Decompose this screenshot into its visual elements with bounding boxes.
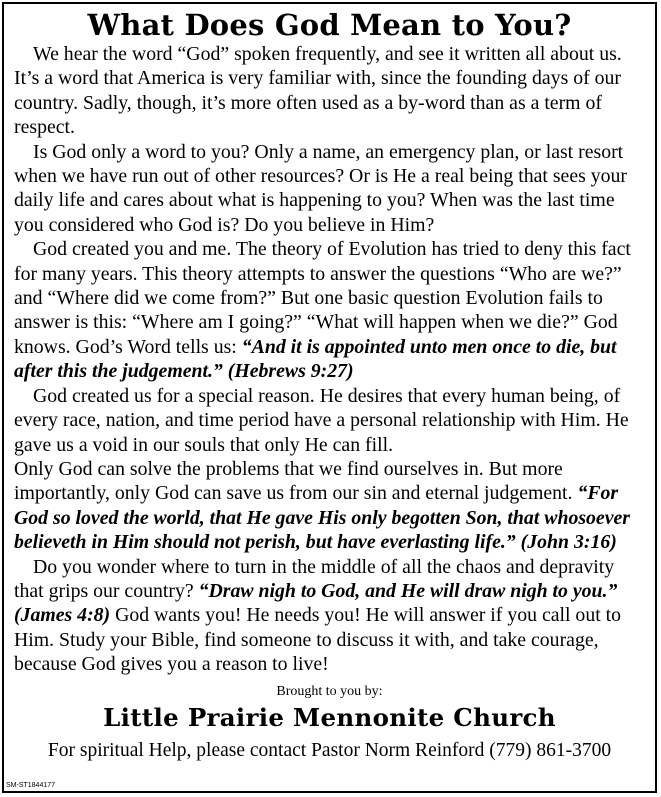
scripture-quote-john: “For God so loved the world, that He gave His only begotten Son, that whosoever believeth in Him should not perish, but have everlasting life.” — [14, 482, 630, 554]
scripture-quote-james: “Draw nigh to God, and He will draw nigh to you.” — [198, 579, 618, 602]
ad-id: SM-ST1844177 — [6, 782, 56, 789]
contact-line: For spiritual Help, please contact Pastor Norm Reinford (779) 861-3700 — [47, 739, 612, 761]
page-title: What Does God Mean to You? — [87, 8, 572, 42]
paragraph-2: Is God only a word to you? Only a name, an emergency plan, or last resort when we have run out of other resources? Or is He a real being that sees your daily life and cares about what is happening to you? When was the last time you considered who God is? Do you believe in Him? — [14, 140, 627, 236]
paragraph-1: We hear the word “God” spoken frequently, and see it written all about us. It’s a word that America is very familiar with, since the founding days of our country. Sadly, though, it’s more often used as a by-word than as a term of respect. — [14, 43, 622, 139]
paragraph-6 — [14, 555, 647, 677]
sponsor-intro: Brought to you by: — [276, 683, 383, 699]
paragraph-4: God created us for a special reason. He desires that every human being, of every race, nation, and time period have a personal relationship with Him. He gave us a void in our souls that only He can fill. — [14, 384, 629, 456]
paragraph-3-text: God created you and me. The theory of Evolution has tried to deny this fact for many years. This theory attempts to answer the questions “Who are we?” and “Where did we come from?” But one basic question Evolution fails to answer is this: “Where am I going?” “What will happen when we die?” God knows. God’s Word tells us: — [14, 238, 631, 358]
scripture-citation-john: (John 3:16) — [515, 531, 617, 554]
paragraph-6-rest: God wants you! He needs you! He will answer if you call out to Him. Study your Bible, find someone to discuss it with, and take courage, because God gives you a reason to live! — [14, 604, 622, 676]
article-body — [4, 42, 655, 677]
paragraph-5-text: Only God can solve the problems that we find ourselves in. But more importantly, only God can save us from our sin and eternal judgement. — [14, 457, 578, 505]
scripture-citation-james: (James 4:8) — [14, 604, 111, 627]
scripture-quote-hebrews: “And it is appointed unto men once to die, but after this the judgement.” — [14, 335, 617, 383]
church-name: Little Prairie Mennonite Church — [103, 702, 556, 732]
advertisement — [2, 2, 657, 793]
paragraph-5 — [14, 457, 647, 555]
scripture-citation-hebrews: (Hebrews 9:27) — [222, 360, 354, 383]
paragraph-6-text: Do you wonder where to turn in the middle of all the chaos and depravity that grips our country? — [14, 555, 615, 602]
paragraph-3 — [14, 237, 647, 383]
